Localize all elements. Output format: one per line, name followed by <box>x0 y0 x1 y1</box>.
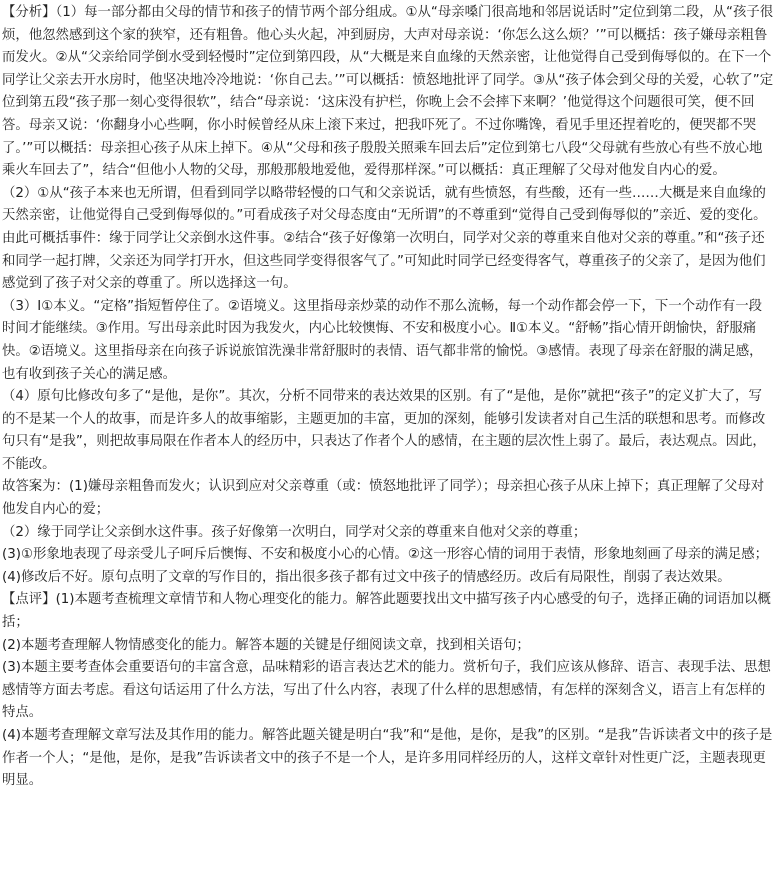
analysis-heading: 【分析】 <box>2 5 56 20</box>
answer-line-1: 故答案为：(1)嫌母亲粗鲁而发火；认识到应对父亲尊重（或：愤怒地批评了同学）；母亲担心孩子从床上掉下；真正理解了父母对他发自内心的爱； <box>2 479 765 518</box>
analysis-paragraph-3: （3）Ⅰ①本义。“定格”指短暂停住了。②语境义。这里指母亲炒菜的动作不那么流畅，每一个动作都会停一下，下一个动作有一段时间才能继续。③作用。写出母亲此时因为我发火，内心比较懊悔、不安和极度小心。Ⅱ①本义。“舒畅”指心情开朗愉快，舒服痛快。②语境义。这里指母亲在向孩子诉说旅馆洗澡非常舒服时的表情、语气都非常的愉悦。③感情。表现了母亲在舒服的满足感，也有收到孩子关心的满足感。 <box>2 298 763 382</box>
comment-paragraph-2: (2)本题考查理解人物情感变化的能力。解答本题的关键是仔细阅读文章，找到相关语句； <box>2 637 530 653</box>
comment-part-1: (1)本题考查梳理文章情节和人物心理变化的能力。解答此题要找出文中描写孩子内心感受的句子，选择正确的词语加以概括； <box>2 592 771 631</box>
analysis-part-1: （1）每一部分都由父母的情节和孩子的情节两个部分组成。①从“母亲嗓门很高地和邻居说话时”定位到第二段，从“孩子很烦，他忽然感到这个家的狭窄，还有粗鲁。他心头火起，冲到厨房，大声对母亲说：‘你怎么这么烦？’”可以概括：孩子嫌母亲粗鲁而发火。②从“父亲给同学倒水受到轻慢时”定位到第四段，从“大概是来自血缘的天然亲密，让他觉得自己受到侮辱似的。在下一个同学让父亲去开水房时，他坚决地冷冷地说：‘你自己去。’”可以概括：愤怒地批评了同学。③从“孩子体会到父母的关爱，心软了”定位到第五段“孩子那一刻心变得很软”，结合“母亲说：‘这床没有护栏，你晚上会不会摔下来啊？’他觉得这个问题很可笑，便不回答。母亲又说：‘你翻身小心些啊，你小时候曾经从床上滚下来过，把我吓死了。不过你嘴馋，看见手里还捏着吃的，便哭都不哭了。’”可以概括：母亲担心孩子从床上掉下。④从“父母和孩子殷殷关照乘车回去后”定位到第七八段“父母就有些放心有些不放心地乘火车回去了”，结合“但他小人物的父母，那般那般地爱他，爱得那样深。”可以概括：真正理解了父母对他发自内心的爱。 <box>2 5 774 179</box>
comment-paragraph-4: (4)本题考查理解文章写法及其作用的能力。解答此题关键是明白“我”和“是他，是你，是我”的区别。“是我”告诉读者文中的孩子是作者一个人；“是他，是你，是我”告诉读者文中的孩子不是一个人，是许多用同样经历的人，这样文章针对性更广泛，主题表现更明显。 <box>2 728 773 789</box>
answer-line-3: (3)①形象地表现了母亲受儿子呵斥后懊悔、不安和极度小心的心情。②这一形容心情的词用于表情，形象地刻画了母亲的满足感； <box>2 547 769 563</box>
answer-line-2: （2）缘于同学让父亲倒水这件事。孩子好像第一次明白，同学对父亲的尊重来自他对父亲的尊重； <box>2 524 587 540</box>
analysis-paragraph-4: （4）原句比修改句多了“是他，是你”。其次，分析不同带来的表达效果的区别。有了“是他，是你”就把“孩子”的定义扩大了，写的不是某一个人的故事，而是许多人的故事缩影，主题更加的丰富，更加的深刻，能够引发读者对自己生活的联想和思考。而修改句只有“是我”，则把故事局限在作者本人的经历中，只表达了作者个人的感情，在主题的层次性上弱了。最后，表达观点。因此，不能改。 <box>2 389 766 472</box>
answer-line-4: (4)修改后不好。原句点明了文章的写作目的，指出很多孩子都有过文中孩子的情感经历。改后有局限性，削弱了表达效果。 <box>2 569 731 585</box>
analysis-paragraph-1 <box>2 2 774 183</box>
comment-heading: 【点评】 <box>2 592 56 608</box>
comment-paragraph-3: (3)本题主要考查体会重要语句的丰富含意，品味精彩的语言表达艺术的能力。赏析句子，我们应该从修辞、语言、表现手法、思想感情等方面去考虑。看这句话运用了什么方法，写出了什么内容，表现了什么样的思想感情，有怎样的深刻含义，语言上有怎样的特点。 <box>2 660 771 721</box>
analysis-paragraph-2: （2）①从“孩子本来也无所谓，但看到同学以略带轻慢的口气和父亲说话，就有些愤怒，有些酸，还有一些……大概是来自血缘的天然亲密，让他觉得自己受到侮辱似的。”可看成孩子对父母态度由“无所谓”的不尊重到“觉得自己受到侮辱似的”亲近、爱的变化。由此可概括事件：缘于同学让父亲倒水这件事。②结合“孩子好像第一次明白，同学对父亲的尊重来自他对父亲的尊重。”和“孩子还和同学一起打牌，父亲还为同学打开水，但这些同学变得很客气了。”可知此时同学已经变得客气，尊重孩子的父亲了，是因为他们感觉到了孩子对父亲的尊重了。所以选择这一句。 <box>2 185 767 292</box>
comment-paragraph-1 <box>2 589 774 634</box>
